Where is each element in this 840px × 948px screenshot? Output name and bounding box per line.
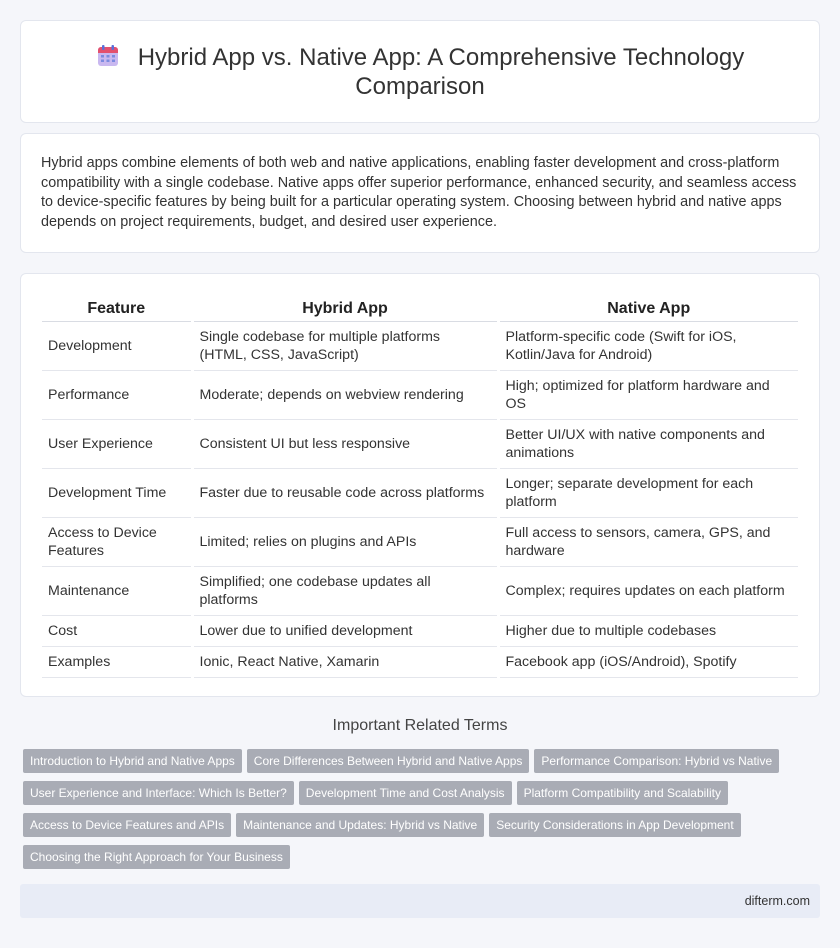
hybrid-cell: Moderate; depends on webview rendering [192, 370, 498, 419]
native-cell: Longer; separate development for each platform [498, 468, 798, 517]
feature-cell: Maintenance [42, 566, 192, 615]
native-cell: Full access to sensors, camera, GPS, and hardware [498, 517, 798, 566]
related-term-tag[interactable]: User Experience and Interface: Which Is Better? [23, 781, 294, 805]
table-row [42, 370, 798, 419]
related-term-tag[interactable]: Choosing the Right Approach for Your Business [23, 845, 290, 869]
comparison-table [42, 294, 798, 678]
related-term-tag[interactable]: Introduction to Hybrid and Native Apps [23, 749, 242, 773]
native-cell: High; optimized for platform hardware and OS [498, 370, 798, 419]
calendar-icon [96, 44, 120, 68]
header-native-app: Native App [498, 294, 798, 321]
header-feature: Feature [42, 294, 192, 321]
related-term-tag[interactable]: Performance Comparison: Hybrid vs Native [534, 749, 779, 773]
header [40, 43, 800, 101]
hybrid-cell: Faster due to reusable code across platforms [192, 468, 498, 517]
feature-cell: Development Time [42, 468, 192, 517]
footer [20, 884, 820, 918]
hybrid-cell: Consistent UI but less responsive [192, 419, 498, 468]
table-header-row [42, 294, 798, 321]
title-line-2: Comparison [355, 72, 485, 100]
table-row [42, 468, 798, 517]
related-term-tag[interactable]: Development Time and Cost Analysis [299, 781, 512, 805]
related-term-tag[interactable]: Maintenance and Updates: Hybrid vs Native [236, 813, 484, 837]
hybrid-cell: Lower due to unified development [192, 615, 498, 646]
related-terms-tags [23, 749, 823, 877]
native-cell: Better UI/UX with native components and animations [498, 419, 798, 468]
footer-site-link[interactable]: difterm.com [744, 894, 810, 908]
feature-cell: Access to Device Features [42, 517, 192, 566]
title-line-1: Hybrid App vs. Native App: A Comprehensive Technology [137, 43, 745, 71]
table-row [42, 517, 798, 566]
feature-cell: Cost [42, 615, 192, 646]
hybrid-cell: Simplified; one codebase updates all platforms [192, 566, 498, 615]
hybrid-cell: Single codebase for multiple platforms (HTML, CSS, JavaScript) [192, 321, 498, 370]
related-term-tag[interactable]: Security Considerations in App Development [489, 813, 740, 837]
header-hybrid-app: Hybrid App [192, 294, 498, 321]
hybrid-cell: Limited; relies on plugins and APIs [192, 517, 498, 566]
hybrid-cell: Ionic, React Native, Xamarin [192, 646, 498, 677]
native-cell: Platform-specific code (Swift for iOS, Kotlin/Java for Android) [498, 321, 798, 370]
feature-cell: User Experience [42, 419, 192, 468]
related-term-tag[interactable]: Platform Compatibility and Scalability [517, 781, 728, 805]
feature-cell: Development [42, 321, 192, 370]
native-cell: Facebook app (iOS/Android), Spotify [498, 646, 798, 677]
feature-cell: Examples [42, 646, 192, 677]
intro-card [20, 133, 820, 253]
comparison-table-card [20, 273, 820, 697]
native-cell: Higher due to multiple codebases [498, 615, 798, 646]
table-row [42, 321, 798, 370]
table-row [42, 566, 798, 615]
native-cell: Complex; requires updates on each platform [498, 566, 798, 615]
related-terms-title: Important Related Terms [332, 717, 508, 734]
feature-cell: Performance [42, 370, 192, 419]
table-row [42, 615, 798, 646]
intro-text: Hybrid apps combine elements of both web and native applications, enabling faster development and cross-platform compatibility with a single codebase. Native apps offer superior performance, enhanced security, and seamless access to device-specific features by being built for a particular operating system. Choosing between hybrid and native apps depends on project requirements, budget, and desired user experience. [41, 155, 797, 230]
related-term-tag[interactable]: Access to Device Features and APIs [23, 813, 231, 837]
table-row [42, 419, 798, 468]
page-title [96, 43, 745, 101]
header-card [20, 20, 820, 123]
table-row [42, 646, 798, 677]
related-term-tag[interactable]: Core Differences Between Hybrid and Native Apps [247, 749, 530, 773]
